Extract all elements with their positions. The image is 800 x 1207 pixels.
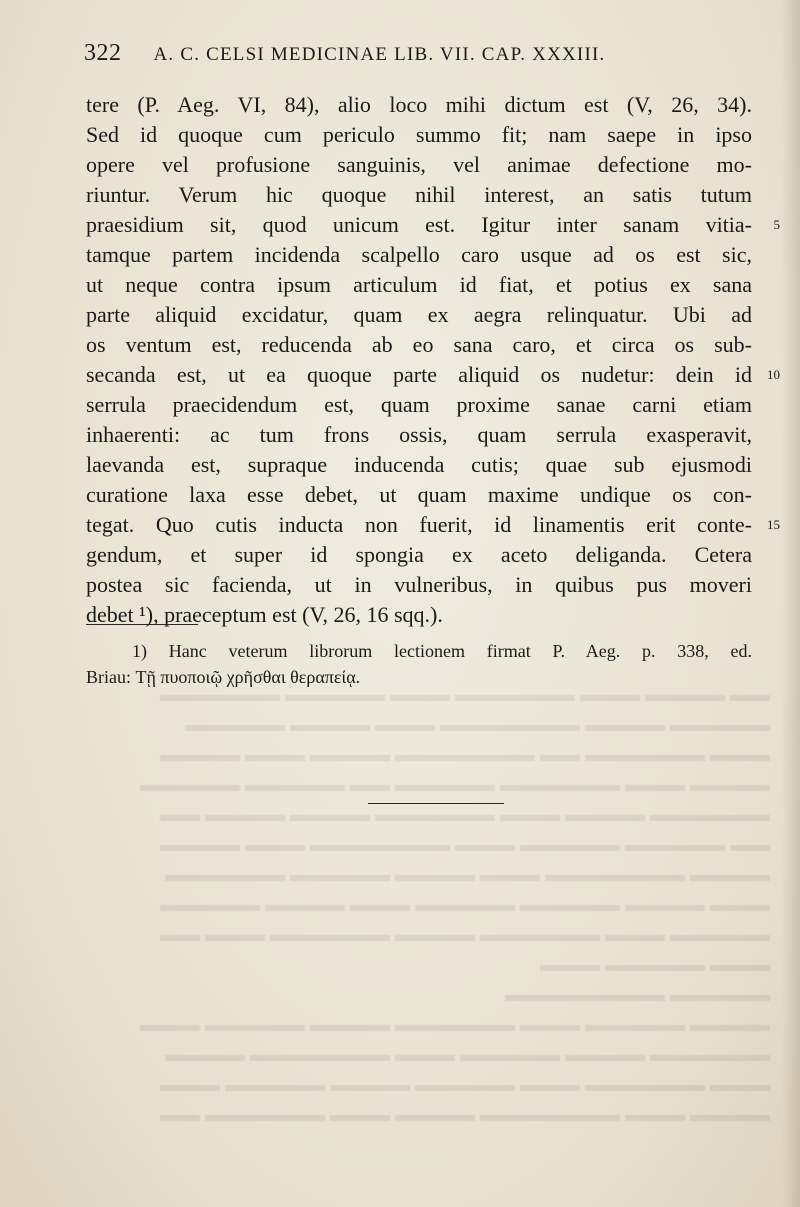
text-line: praesidium sit, quod unicum est. Igitur inter sanam vitia- 5: [86, 210, 752, 240]
text-line: serrula praecidendum est, quam proxime sanae carni etiam: [86, 392, 752, 417]
text-line: tamque partem incidenda scalpello caro usque ad os est sic,: [86, 242, 752, 267]
running-title: A. C. CELSI MEDICINAE LIB. VII. CAP. XXXIII.: [153, 44, 606, 65]
running-head: [84, 40, 724, 80]
footnote-line: 1) Hanc veterum librorum lectionem firmat P. Aeg. p. 338, ed.: [132, 641, 752, 661]
text-line: postea sic facienda, ut in vulneribus, in quibus pus moveri: [86, 572, 752, 597]
text-line: tegat. Quo cutis inducta non fuerit, id linamentis erit conte- 15: [86, 510, 752, 540]
text-line: curatione laxa esse debet, ut quam maxime undique os con-: [86, 482, 752, 507]
text-line: Sed id quoque cum periculo summo fit; nam saepe in ipso: [86, 122, 752, 147]
main-text: [86, 90, 780, 630]
text-line: laevanda est, supraque inducenda cutis; quae sub ejusmodi: [86, 452, 752, 477]
page-number: 322: [84, 40, 122, 66]
text-line: opere vel profusione sanguinis, vel animae defectione mo-: [86, 152, 752, 177]
text-line: riuntur. Verum hic quoque nihil interest, an satis tutum: [86, 182, 752, 207]
show-through-texture: ▬▬ ▬▬▬▬ ▬▬▬ ▬▬▬▬▬▬ ▬▬▬ ▬▬▬▬▬ ▬▬▬▬▬▬ ▬▬▬▬▬ ▬▬▬▬ ▬▬▬▬▬▬▬ ▬▬▬ ▬▬▬▬ ▬▬▬▬▬ ▬▬▬ ▬▬▬▬▬▬ ▬▬ ▬▬▬▬▬▬▬ ▬▬▬▬ ▬▬▬ ▬▬▬▬ ▬▬▬▬ ▬▬▬ ▬▬▬▬▬▬ ▬▬▬▬▬ ▬▬ ▬▬▬▬▬ ▬▬▬▬▬ ▬▬▬▬▬▬ ▬▬▬▬ ▬▬▬ ▬▬▬▬▬▬ ▬▬▬▬ ▬▬▬▬ ▬▬ ▬▬ ▬▬▬▬▬ ▬▬▬▬▬ ▬▬▬ ▬▬▬▬▬▬▬ ▬▬▬ ▬▬▬▬ ▬▬▬▬ ▬▬▬▬▬▬▬ ▬▬▬ ▬▬▬▬ ▬▬▬▬▬ ▬▬▬▬▬▬ ▬▬▬ ▬▬▬▬ ▬▬▬▬▬ ▬▬▬▬▬ ▬▬▬ ▬▬▬▬ ▬▬▬▬▬ ▬▬▬▬▬ ▬▬▬ ▬▬▬▬▬▬ ▬▬▬▬ ▬▬▬▬▬▬ ▬▬▬ ▬▬ ▬▬▬ ▬▬▬▬▬ ▬▬▬ ▬▬▬▬▬ ▬▬▬▬▬▬▬▬ ▬▬▬▬ ▬▬▬▬▬ ▬▬▬ ▬▬▬▬▬▬ ▬▬▬▬ ▬▬▬▬▬ ▬▬▬ ▬▬▬▬▬▬ ▬▬▬▬ ▬▬▬▬▬ ▬▬▬ ▬▬▬▬▬▬▬ ▬▬▬▬ ▬▬▬ ▬▬▬▬▬▬ ▬▬▬ ▬▬▬▬▬ ▬▬▬▬ ▬▬▬▬▬ ▬▬▬ ▬▬▬▬ ▬▬▬ ▬▬▬▬▬▬▬ ▬▬▬▬ ▬▬▬ ▬▬▬▬▬▬ ▬▬: [140, 684, 770, 1126]
footnote-line: Briau: Τῇ πυοποιῷ χρῆσθαι θεραπείᾳ.: [86, 667, 361, 687]
text-line: inhaerenti: ac tum frons ossis, quam serrula exasperavit,: [86, 422, 752, 447]
page-edge-shadow: [782, 0, 800, 1207]
text-line: parte aliquid excidatur, quam ex aegra relinquatur. Ubi ad: [86, 302, 752, 327]
text-line: gendum, et super id spongia ex aceto deliganda. Cetera: [86, 542, 752, 567]
line-number-5: 5: [773, 217, 780, 232]
text-line: tere (P. Aeg. VI, 84), alio loco mihi dictum est (V, 26, 34).: [86, 92, 752, 117]
line-number-10: 10: [767, 367, 780, 382]
footnote-divider: [86, 624, 198, 625]
text-line: ut neque contra ipsum articulum id fiat, et potius ex sana: [86, 272, 752, 297]
text-line: debet ¹), praeceptum est (V, 26, 16 sqq.).: [86, 602, 443, 627]
text-line: secanda est, ut ea quoque parte aliquid os nudetur: dein id 10: [86, 360, 752, 390]
text-line: os ventum est, reducenda ab eo sana caro, et circa os sub-: [86, 332, 752, 357]
line-number-15: 15: [767, 517, 780, 532]
